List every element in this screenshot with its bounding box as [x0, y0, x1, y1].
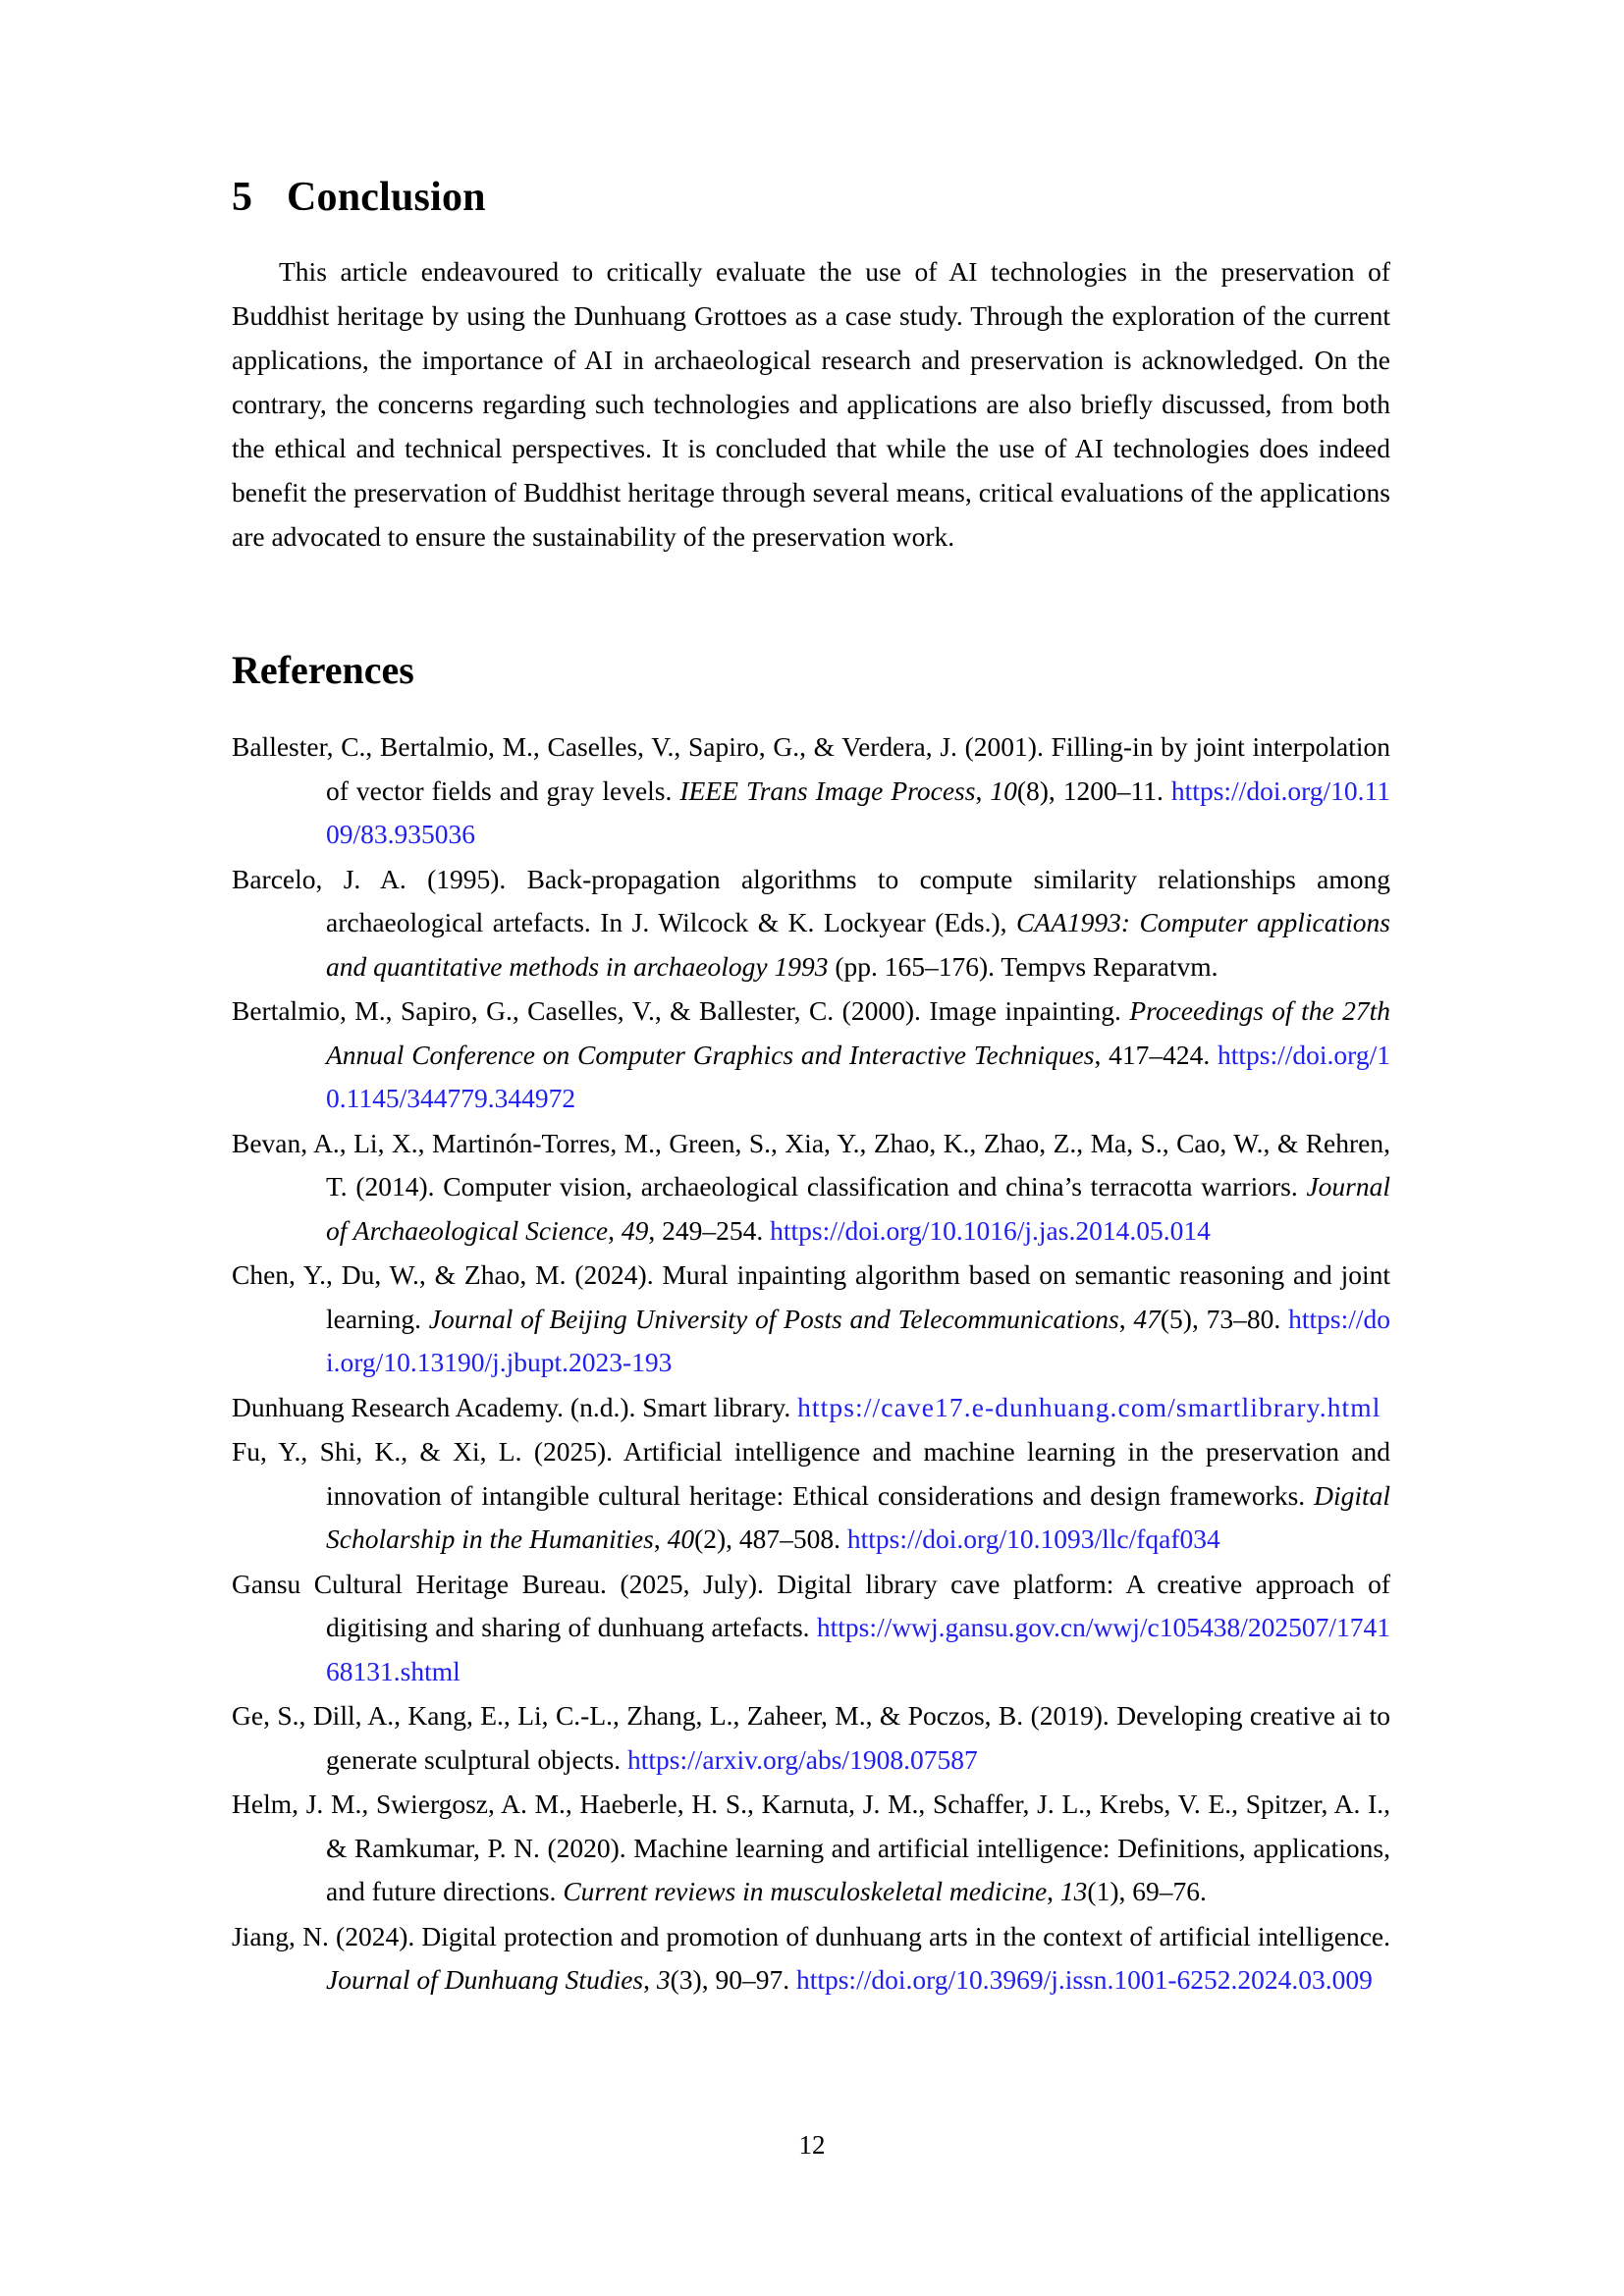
reference-year: (1995). [427, 863, 507, 894]
reference-item-jiang-2024 [232, 1915, 1390, 2002]
reference-item-dunhuang-research-academy-nd [232, 1386, 1390, 1430]
reference-title: Digital protection and promotion of dunhuang arts in the context of artificial intelligence. [421, 1920, 1390, 1951]
reference-year: (2001). [964, 731, 1044, 763]
reference-title: Computer vision, archaeological classification and china’s terracotta warriors. [443, 1171, 1298, 1202]
reference-item-gansu-2025 [232, 1563, 1390, 1694]
reference-source: IEEE Trans Image Process [679, 774, 976, 806]
reference-title: Machine learning and artificial intelligence: Definitions, applications, and future directions. [326, 1832, 1391, 1907]
references-heading: References [232, 648, 414, 693]
reference-authors: Bevan, A., Li, X., Martinón-Torres, M., Green, S., Xia, Y., Zhao, K., Zhao, Z., Ma, S., Cao, W., & Rehren, T. [232, 1127, 1390, 1202]
reference-item-chen-2024 [232, 1254, 1390, 1385]
reference-item-barcelo-1995 [232, 858, 1390, 989]
reference-issue: (5), [1160, 1303, 1199, 1334]
reference-url-link-part1[interactable]: https://cave17.e-dunhuang.com/ [797, 1391, 1176, 1422]
reference-item-bertalmio-2000 [232, 989, 1390, 1121]
reference-title: Digital library cave platform: A creative approach of digitising and sharing of dunhuang artefacts. [326, 1568, 1390, 1643]
reference-pages: 249–254. [662, 1214, 764, 1246]
conclusion-paragraph: This article endeavoured to critically evaluate the use of AI technologies in the preservation of Buddhist heritage by using the Dunhuang Grottoes as a case study. Through the exploration of the current applications, the importance of AI in archaeological research and preservation is acknowledged. On the contrary, the concerns regarding such technologies and applications are also briefly discussed, from both the ethical and technical perspectives. It is concluded that while the use of AI technologies does indeed benefit the preservation of Buddhist heritage through several means, critical evaluations of the applications are advocated to ensure the sustainability of the preservation work. [232, 256, 1390, 553]
reference-pages: 73–80. [1206, 1303, 1281, 1334]
reference-title: Back-propagation algorithms to compute similarity relationships among archaeological artefacts. In J. Wilcock & K. Lockyear (Eds.), [326, 863, 1390, 938]
reference-doi-link[interactable]: https://doi.org/10.1109/83.935036 [326, 774, 1390, 850]
reference-source: Journal of Archaeological Science [326, 1171, 1390, 1246]
reference-authors: Chen, Y., Du, W., & Zhao, M. [232, 1259, 567, 1291]
reference-title: Image inpainting. [929, 995, 1121, 1027]
page-number: 12 [798, 2130, 826, 2160]
reference-item-fu-2025 [232, 1430, 1390, 1562]
reference-url-link-part2[interactable]: cn/wwj/c105438/202507/174168131.shtml [326, 1612, 1390, 1686]
reference-source: Journal of Beijing University of Posts and Telecommunications [428, 1303, 1119, 1334]
reference-pages: 417–424. [1109, 1039, 1211, 1070]
reference-volume: 3 [656, 1964, 671, 1996]
reference-url-link-part2[interactable]: smartlibrary.html [1175, 1391, 1381, 1422]
reference-year: (2025). [533, 1436, 614, 1468]
reference-doi-link-part2[interactable]: //doi.org/10.1093/llc/fqaf034 [907, 1523, 1220, 1555]
reference-volume: 47 [1133, 1303, 1161, 1334]
reference-year: (2020). [547, 1832, 626, 1863]
reference-source: CAA1993: Computer applications and quantitative methods in archaeology 1993 [326, 907, 1391, 982]
reference-authors: Dunhuang Research Academy. [232, 1391, 565, 1422]
reference-issue: (1), [1087, 1876, 1126, 1907]
reference-year: (2019). [1030, 1700, 1110, 1732]
reference-year: (2014). [355, 1171, 435, 1202]
reference-issue: (8), [1016, 774, 1056, 806]
reference-title: Developing creative ai to generate sculptural objects. [326, 1700, 1391, 1775]
reference-item-bevan-2014 [232, 1122, 1390, 1254]
reference-volume: 49 [621, 1214, 649, 1246]
reference-item-ge-2019 [232, 1694, 1390, 1782]
reference-comma: , [975, 774, 983, 806]
reference-title: Artificial intelligence and machine learning in the preservation and innovation of intangible cultural heritage: Ethical considerations and design frameworks. [326, 1436, 1391, 1511]
reference-title: Smart library. [642, 1391, 791, 1422]
reference-year: (2025, July). [620, 1568, 764, 1599]
reference-authors: Ge, S., Dill, A., Kang, E., Li, C.-L., Zhang, L., Zaheer, M., & Poczos, B. [232, 1700, 1024, 1732]
reference-pages: 69–76. [1132, 1876, 1207, 1907]
reference-comma: , [1094, 1039, 1102, 1070]
reference-doi-link-part1[interactable]: https: [846, 1523, 908, 1555]
reference-pages: (pp. 165–176). Tempvs Reparatvm. [835, 950, 1218, 982]
reference-doi-link-part1[interactable]: https: [770, 1214, 831, 1246]
reference-year: (n.d.). [569, 1391, 636, 1422]
reference-source: Current reviews in musculoskeletal medicine [563, 1876, 1048, 1907]
section-title: Conclusion [287, 175, 486, 220]
reference-pages: 487–508. [738, 1523, 841, 1555]
reference-year: (2024). [574, 1259, 654, 1291]
reference-list [232, 725, 1390, 2002]
reference-doi-link-part2[interactable]: //doi.org/10.1016/j.jas.2014.05.014 [830, 1214, 1211, 1246]
reference-comma: , [608, 1214, 616, 1246]
reference-authors: Ballester, C., Bertalmio, M., Caselles, V., Sapiro, G., & Verdera, J. [232, 731, 957, 763]
reference-doi-link-part2[interactable]: 10.3969/j.issn.1001-6252.2024.03.009 [955, 1964, 1373, 1996]
reference-authors: Helm, J. M., Swiergosz, A. M., Haeberle, H. S., Karnuta, J. M., Schaffer, J. L., Krebs, V. E., Spitzer, A. I., & Ramkumar, P. N. [232, 1789, 1390, 1863]
reference-authors: Bertalmio, M., Sapiro, G., Caselles, V., & Ballester, C. [232, 995, 835, 1027]
reference-source: Proceedings of the 27th Annual Conference on Computer Graphics and Interactive Techniques [326, 995, 1391, 1070]
reference-item-helm-2020 [232, 1783, 1390, 1914]
reference-doi-link-part1[interactable]: https://doi.org/ [795, 1964, 956, 1996]
reference-title: Filling-in by joint interpolation of vector fields and gray levels. [326, 731, 1391, 806]
reference-volume: 13 [1059, 1876, 1088, 1907]
reference-title: Mural inpainting algorithm based on semantic reasoning and joint learning. [326, 1259, 1391, 1334]
section-number: 5 [232, 175, 253, 220]
reference-comma: , [648, 1214, 656, 1246]
reference-volume: 40 [667, 1523, 695, 1555]
reference-url-link[interactable]: https://arxiv.org/abs/1908.07587 [626, 1743, 978, 1775]
reference-pages: 1200–11. [1062, 774, 1164, 806]
reference-issue: (3), [670, 1964, 709, 1996]
reference-authors: Jiang, N. [232, 1920, 329, 1951]
reference-volume: 10 [990, 774, 1017, 806]
reference-comma: , [1047, 1876, 1055, 1907]
reference-comma: , [643, 1964, 650, 1996]
reference-issue: (2), [694, 1523, 733, 1555]
page-content [232, 175, 1390, 2002]
reference-year: (2000). [841, 995, 921, 1027]
reference-authors: Barcelo, J. A. [232, 863, 406, 894]
reference-comma: , [653, 1523, 661, 1555]
reference-url-link-part1[interactable]: https://wwj.gansu.gov. [816, 1612, 1060, 1643]
reference-source: Journal of Dunhuang Studies [326, 1964, 644, 1996]
page-title [232, 175, 1390, 220]
reference-source: Digital Scholarship in the Humanities [326, 1479, 1390, 1555]
reference-item-ballester-2001 [232, 725, 1390, 857]
reference-doi-link[interactable]: https://doi.org/10.1145/344779.344972 [326, 1039, 1390, 1114]
reference-authors: Gansu Cultural Heritage Bureau. [232, 1568, 607, 1599]
reference-authors: Fu, Y., Shi, K., & Xi, L. [232, 1436, 522, 1468]
reference-comma: , [1118, 1303, 1126, 1334]
reference-pages: 90–97. [715, 1964, 790, 1996]
reference-year: (2024). [336, 1920, 415, 1951]
reference-doi-link[interactable]: https://doi.org/10.13190/j.jbupt.2023-193 [326, 1303, 1390, 1378]
